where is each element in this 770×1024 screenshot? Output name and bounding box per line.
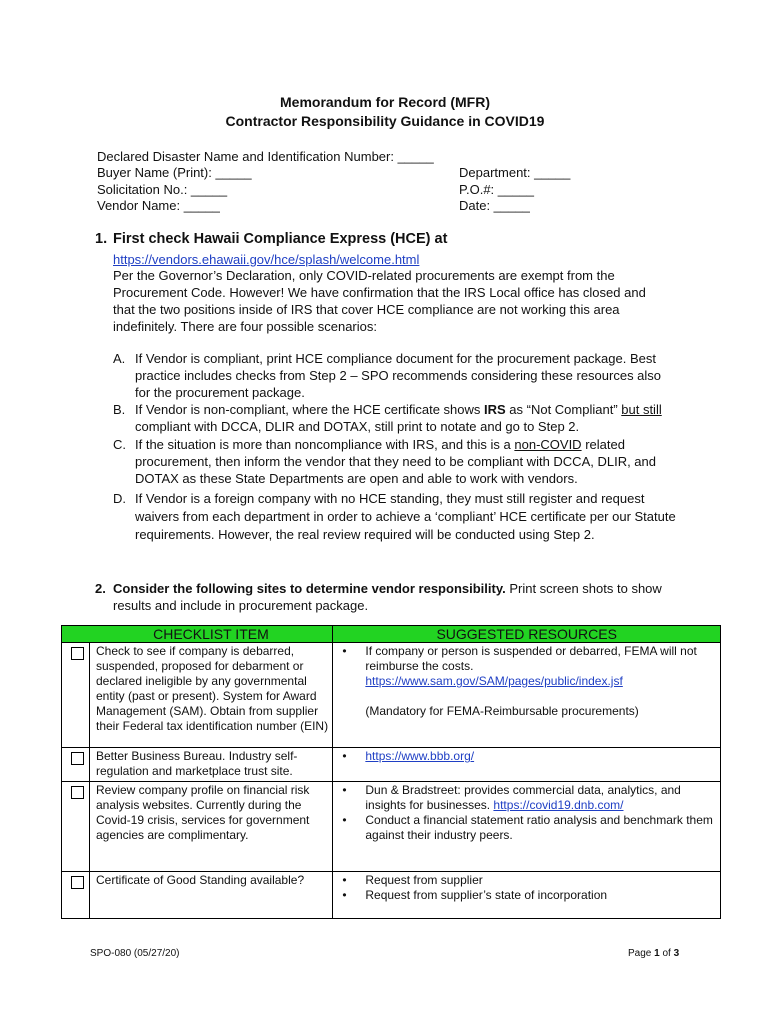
section1-number: 1.	[95, 231, 108, 247]
field-vendor: Vendor Name: _____	[97, 198, 220, 213]
checkbox[interactable]	[71, 786, 84, 799]
col-suggested-resources: SUGGESTED RESOURCES	[333, 626, 721, 643]
scenario-label: D.	[113, 491, 126, 506]
irs-bold: IRS	[484, 402, 506, 417]
field-disaster: Declared Disaster Name and Identification Number: _____	[97, 149, 434, 164]
checkbox[interactable]	[71, 647, 84, 660]
dnb-link[interactable]: https://covid19.dnb.com/	[493, 798, 624, 812]
bbb-link[interactable]: https://www.bbb.org/	[365, 749, 475, 763]
scenario-text: If Vendor is a foreign company with no HCE standing, they must still register and request waivers from each department in order to achieve a ‘compliant’ HCE certificate per our Statute requirements. However, the real review required will be conducted using Step 2.	[135, 491, 676, 542]
scenario-text: If the situation is more than noncompliance with IRS, and this is a non-COVID related procurement, then inform the vendor that they need to be compliant with DCCA, DLIR, and DOTAX as these State Departments are open and able to work with vendors.	[135, 437, 656, 486]
but-still-underline: but still	[621, 402, 662, 417]
memo-subtitle: Contractor Responsibility Guidance in COVID19	[225, 113, 545, 129]
resources: • https://www.bbb.org/	[333, 748, 721, 782]
page-number: Page 1 of 3	[628, 948, 680, 959]
checkbox[interactable]	[71, 876, 84, 889]
checklist-item: Check to see if company is debarred, suspended, proposed for debarment or declared ineligible by any governmental entity (past or present). System for Award Management (SAM). Obtain from supplier their Federal tax identification number (EIN)	[89, 643, 332, 748]
scenario-label: C.	[113, 437, 126, 452]
field-date: Date: _____	[459, 198, 530, 213]
checklist-item: Better Business Bureau. Industry self-regulation and marketplace trust site.	[89, 748, 332, 782]
section1-heading: First check Hawaii Compliance Express (HCE) at	[113, 231, 448, 247]
field-po: P.O.#: _____	[459, 182, 534, 197]
checklist-item: Certificate of Good Standing available?	[89, 872, 332, 919]
field-department: Department: _____	[459, 165, 571, 180]
scenario-text: If Vendor is compliant, print HCE compliance document for the procurement package. Best practice includes checks from Step 2 – SPO recommends considering these resources also for the procurement package.	[135, 351, 662, 400]
checkbox[interactable]	[71, 752, 84, 765]
resources: • If company or person is suspended or debarred, FEMA will not reimburse the costs. https://www.sam.gov/SAM/pages/public/index.jsf (Mandatory for FEMA-Reimbursable procurements)	[333, 643, 721, 748]
checklist-table	[61, 625, 721, 919]
table-row	[62, 748, 721, 782]
sam-link[interactable]: https://www.sam.gov/SAM/pages/public/index.jsf	[365, 674, 623, 688]
checklist-header-row	[62, 626, 721, 643]
section1-paragraph: Per the Governor’s Declaration, only COVID-related procurements are exempt from the Procurement Code. However! We have confirmation that the IRS Local office has closed and that the two positions inside of IRS that cover HCE compliance are not working this area indefinitely. There are four possible scenarios:	[113, 268, 646, 334]
resources: • Request from supplier • Request from supplier’s state of incorporation	[333, 872, 721, 919]
non-covid-underline: non-COVID	[514, 437, 582, 452]
field-solicitation: Solicitation No.: _____	[97, 182, 228, 197]
scenario-label: B.	[113, 402, 126, 417]
table-row	[62, 643, 721, 748]
scenario-text: If Vendor is non-compliant, where the HCE certificate shows IRS as “Not Compliant” but still compliant with DCCA, DLIR and DOTAX, still print to notate and go to Step 2.	[135, 402, 662, 434]
table-row	[62, 872, 721, 919]
section2-number: 2.	[95, 581, 106, 596]
memo-title: Memorandum for Record (MFR)	[280, 94, 490, 110]
section2-heading: Consider the following sites to determine vendor responsibility.	[113, 581, 506, 596]
section2-text: Consider the following sites to determine vendor responsibility. Print screen shots to show results and include in procurement package.	[113, 581, 662, 613]
field-buyer: Buyer Name (Print): _____	[97, 165, 252, 180]
table-row	[62, 782, 721, 872]
checklist-item: Review company profile on financial risk analysis websites. Currently during the Covid-19 crisis, services for government agencies are complimentary.	[89, 782, 332, 872]
form-number: SPO-080 (05/27/20)	[90, 948, 180, 959]
scenario-label: A.	[113, 351, 126, 366]
resources: • Dun & Bradstreet: provides commercial data, analytics, and insights for businesses. https://covid19.dnb.com/ • Conduct a financial statement ratio analysis and benchmark them against their industry peers.	[333, 782, 721, 872]
hce-link[interactable]: https://vendors.ehawaii.gov/hce/splash/welcome.html	[113, 252, 420, 267]
col-checklist-item: CHECKLIST ITEM	[89, 626, 332, 643]
